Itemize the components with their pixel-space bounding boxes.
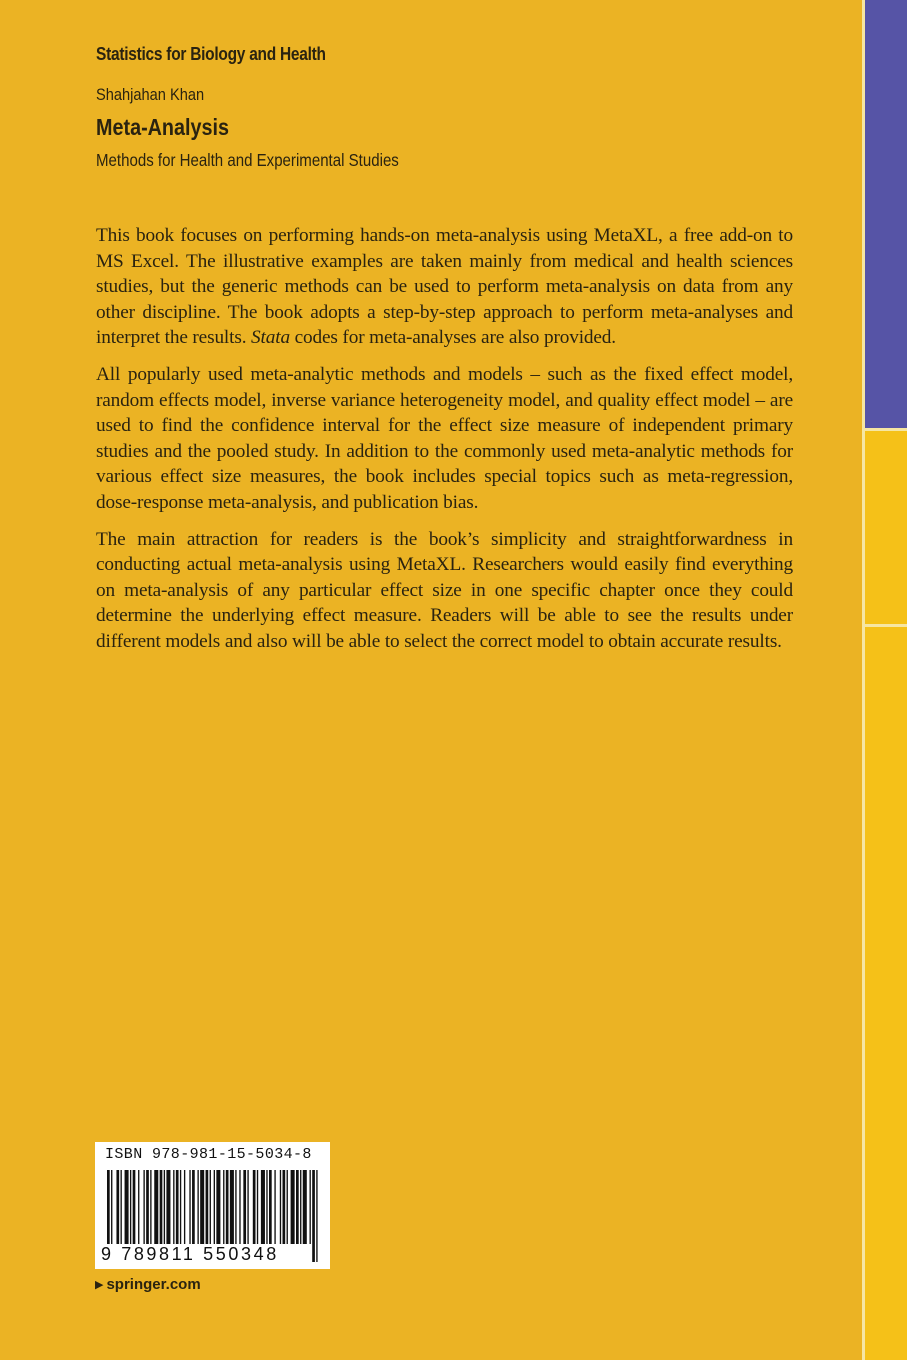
barcode-bar [283, 1170, 286, 1244]
series-title: Statistics for Biology and Health [96, 44, 326, 64]
barcode-bar [235, 1170, 236, 1244]
barcode-bar [206, 1170, 209, 1244]
barcode-bar [116, 1170, 119, 1244]
barcode-bar [160, 1170, 163, 1244]
barcode-bar [189, 1170, 190, 1244]
barcode-bar [133, 1170, 136, 1244]
barcode-digits: 9 789811 550348 [101, 1244, 279, 1264]
barcode-bar [166, 1170, 170, 1244]
author-name: Shahjahan Khan [96, 85, 205, 104]
barcode-bar [230, 1170, 234, 1244]
spine-rule-lower [862, 624, 907, 627]
barcode-bar [121, 1170, 122, 1244]
spine-band-yellow [862, 428, 907, 1360]
barcode-bar [146, 1170, 149, 1244]
description-paragraph-2: All popularly used meta-analytic methods and models – such as the fixed effect model, random effects model, inverse variance heterogeneity model, and quality effect model – are used to find the confidence interval for the effect size measure of independent primary studies and the pooled study. In addition to the commonly used meta-analytic methods for various effect size measures, the book includes special topics such as meta-regression, dose-response meta-analysis, and publication bias. [96, 363, 793, 513]
barcode-bar [257, 1170, 258, 1244]
barcode-bar [243, 1170, 246, 1244]
barcode-bar [296, 1170, 299, 1244]
barcode-bar [274, 1170, 275, 1244]
barcode-bar [261, 1170, 265, 1244]
isbn-label: ISBN 978-981-15-5034-8 [105, 1146, 312, 1163]
barcode-bar [180, 1170, 181, 1244]
barcode-bar [303, 1170, 307, 1244]
publisher-website: springer.com [106, 1276, 201, 1293]
barcode-bar [192, 1170, 195, 1244]
description-paragraph-3: The main attraction for readers is the book’s simplicity and straightforwardness in conducting actual meta-analysis using MetaXL. Researchers would easily find everything on meta-analysis of any particular effect size in one specific chapter once they could determine the underlying effect measure. Readers will be able to see the results under different models and also will be able to select the correct model to obtain accurate results. [96, 528, 793, 652]
isbn-barcode [95, 1142, 330, 1269]
barcode-bar [280, 1170, 281, 1244]
barcode-bar [269, 1170, 272, 1244]
barcode-bar [310, 1170, 311, 1244]
barcode-bar [300, 1170, 301, 1244]
barcode-bar [164, 1170, 165, 1244]
arrow-right-icon: ▶ [95, 1279, 104, 1291]
barcode-bar [223, 1170, 224, 1244]
barcode-bar [291, 1170, 295, 1244]
barcode-bar [173, 1170, 174, 1244]
barcode-bar [150, 1170, 151, 1244]
barcode-bar [239, 1170, 240, 1244]
barcode-bar [200, 1170, 204, 1244]
barcode-bar [197, 1170, 198, 1244]
barcode-bar [253, 1170, 256, 1244]
book-description [96, 223, 793, 666]
barcode-bar [143, 1170, 144, 1244]
barcode-bar [125, 1170, 129, 1244]
spine-edge-line [862, 0, 865, 1360]
book-subtitle: Methods for Health and Experimental Studies [96, 150, 399, 170]
publisher-link[interactable] [95, 1276, 201, 1293]
spine-band-purple [862, 0, 907, 428]
barcode-bar [312, 1170, 315, 1262]
barcode-bar [226, 1170, 229, 1244]
barcode-bar [176, 1170, 179, 1244]
barcode-bar [316, 1170, 317, 1262]
barcode-bar [184, 1170, 185, 1244]
barcode-bar [216, 1170, 220, 1244]
barcode-bar [266, 1170, 267, 1244]
barcode-bar [138, 1170, 139, 1244]
description-paragraph-1: This book focuses on performing hands-on meta-analysis using MetaXL, a free add-on to MS Excel. The illustrative examples are taken mainly from medical and health sciences studies, but the generic methods can be used to perform meta-analysis on data from any other discipline. The book adopts a step-by-step approach to perform meta-analyses and interpret the results. Stata codes for meta-analyses are also provided. [96, 225, 793, 349]
spine-rule-upper [862, 428, 907, 431]
barcode-bar [247, 1170, 248, 1244]
barcode-bar [130, 1170, 131, 1244]
book-title: Meta-Analysis [96, 114, 230, 140]
barcode-bar [154, 1170, 158, 1244]
barcode-bar [287, 1170, 288, 1244]
